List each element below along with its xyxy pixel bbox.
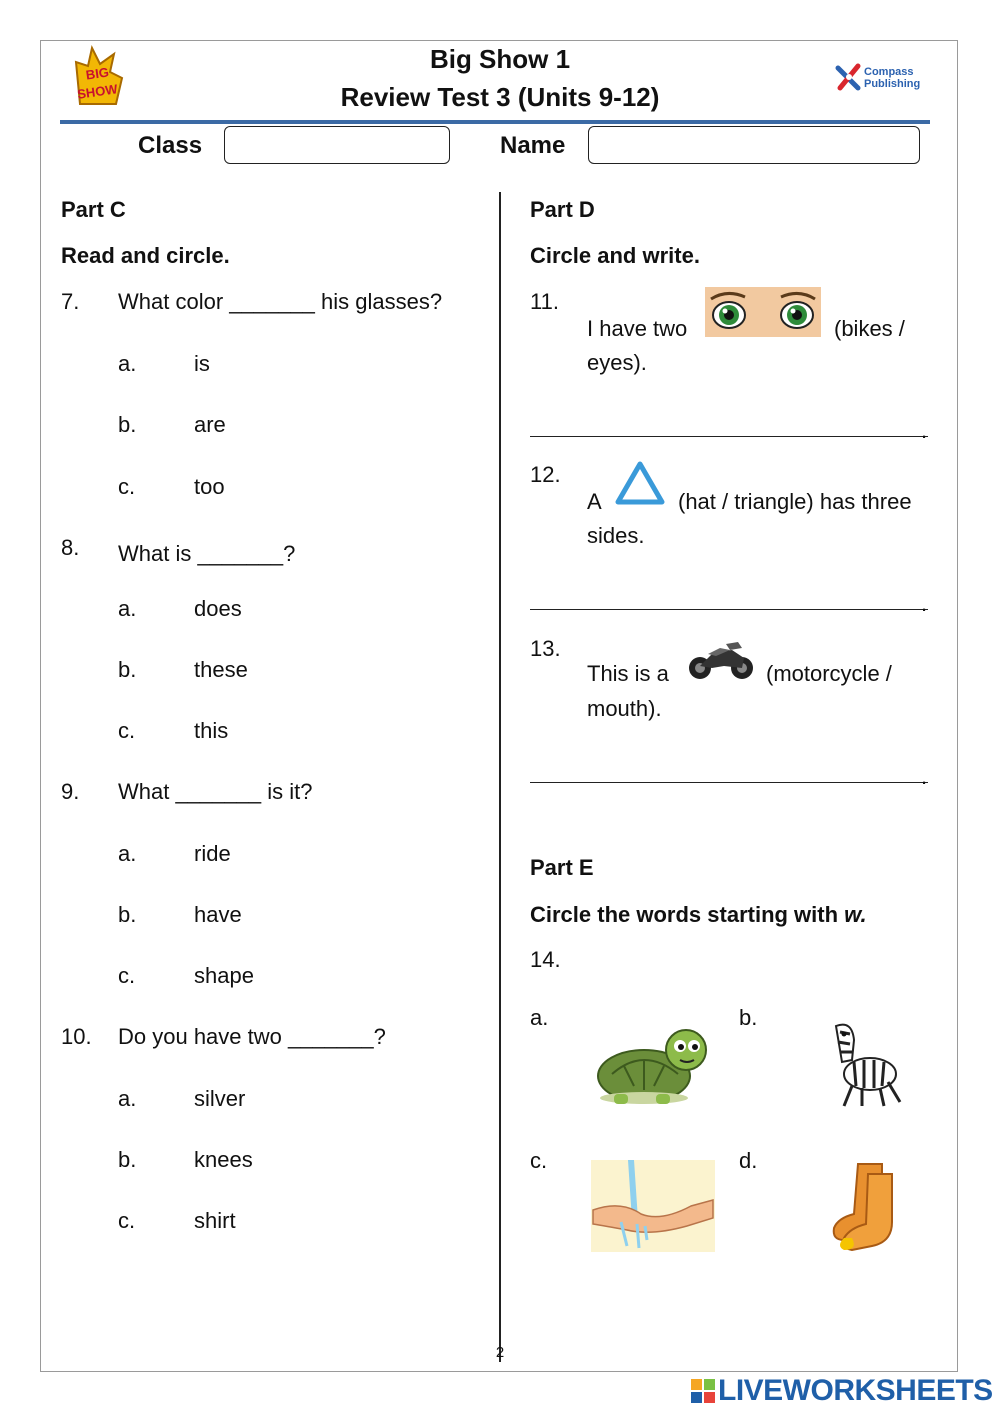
answer-choices[interactable]: (bikes / <box>834 316 905 341</box>
option-text[interactable]: these <box>194 657 248 682</box>
liveworksheets-text: LIVEWORKSHEETS <box>718 1374 993 1407</box>
option-text[interactable]: shape <box>194 963 254 988</box>
answer-choices-cont[interactable]: eyes). <box>587 350 647 375</box>
header-divider <box>60 120 930 124</box>
class-input[interactable] <box>224 126 450 164</box>
option-letter: a. <box>118 596 137 621</box>
option-letter: c. <box>118 718 136 743</box>
option-letter: b. <box>118 1147 137 1172</box>
turtle-icon[interactable] <box>594 1016 714 1108</box>
option-text[interactable]: is <box>194 351 210 376</box>
option-text[interactable]: does <box>194 596 242 621</box>
answer-line[interactable] <box>530 436 928 437</box>
triangle-icon <box>614 460 666 506</box>
liveworksheets-icon <box>690 1378 716 1404</box>
answer-period: . <box>921 764 928 789</box>
column-divider <box>499 192 501 1362</box>
name-label: Name <box>500 132 566 159</box>
question-number: 7. <box>61 289 80 314</box>
answer-choices-cont[interactable]: mouth). <box>587 696 662 721</box>
part-d-instruction: Circle and write. <box>530 243 700 268</box>
option-text[interactable]: silver <box>194 1086 246 1111</box>
option-text[interactable]: have <box>194 902 242 927</box>
option-text[interactable]: too <box>194 474 225 499</box>
option-text[interactable]: shirt <box>194 1208 236 1233</box>
question-number: 11. <box>530 289 559 314</box>
compass-logo-line2: Publishing <box>864 78 921 90</box>
compass-logo-line1: Compass <box>864 66 914 78</box>
socks-icon[interactable] <box>824 1160 908 1254</box>
option-letter: b. <box>118 412 137 437</box>
answer-choices[interactable]: (motorcycle / <box>766 661 892 686</box>
answer-line[interactable] <box>530 609 928 610</box>
answer-line[interactable] <box>530 782 928 783</box>
item-letter: c. <box>530 1148 548 1173</box>
motorcycle-icon <box>686 636 756 682</box>
option-letter: a. <box>118 841 137 866</box>
option-letter: c. <box>118 1208 136 1233</box>
option-letter: b. <box>118 657 137 682</box>
question-text: What color _______ his glasses? <box>118 289 443 314</box>
part-e-instruction-text: Circle the words starting with <box>530 902 839 927</box>
option-letter: a. <box>118 1086 137 1111</box>
washing-hands-icon[interactable] <box>591 1160 715 1252</box>
question-text: This is a <box>587 661 669 686</box>
answer-period: . <box>921 591 928 616</box>
part-d-title: Part D <box>530 197 595 222</box>
question-text: A <box>587 489 602 514</box>
answer-period: . <box>921 418 928 443</box>
item-letter: b. <box>739 1005 758 1030</box>
question-number: 14. <box>530 947 561 972</box>
option-letter: c. <box>118 963 136 988</box>
part-e-title: Part E <box>530 855 594 880</box>
option-text[interactable]: are <box>194 412 226 437</box>
option-letter: a. <box>118 351 137 376</box>
name-input[interactable] <box>588 126 920 164</box>
option-text[interactable]: this <box>194 718 229 743</box>
item-letter: d. <box>739 1148 758 1173</box>
question-text: What _______ is it? <box>118 779 313 804</box>
page-number: 2 <box>495 1344 505 1361</box>
item-letter: a. <box>530 1005 549 1030</box>
worksheet-title: Big Show 1 <box>429 44 571 74</box>
zebra-icon[interactable] <box>822 1016 906 1110</box>
question-text: I have two <box>587 316 688 341</box>
question-text: Do you have two _______? <box>118 1024 386 1049</box>
svg-text:BIG: BIG <box>84 64 110 83</box>
svg-text:SHOW: SHOW <box>76 81 119 102</box>
question-number: 10. <box>61 1024 92 1049</box>
option-text[interactable]: knees <box>194 1147 253 1172</box>
class-label: Class <box>138 132 203 159</box>
question-number: 9. <box>61 779 80 804</box>
option-text[interactable]: ride <box>194 841 231 866</box>
eyes-icon <box>705 287 821 337</box>
part-e-instruction <box>530 902 867 928</box>
liveworksheets-brand[interactable] <box>690 1374 993 1408</box>
part-e-instruction-letter: w. <box>844 902 867 927</box>
answer-choices-cont: sides. <box>587 523 645 548</box>
part-c-instruction: Read and circle. <box>61 243 230 268</box>
answer-choices[interactable]: (hat / triangle) has three <box>678 489 912 514</box>
question-number: 8. <box>61 535 80 560</box>
part-c-title: Part C <box>61 197 126 222</box>
option-letter: b. <box>118 902 137 927</box>
question-text: What is _______? <box>118 541 296 566</box>
question-number: 13. <box>530 636 561 661</box>
question-number: 12. <box>530 462 561 487</box>
option-letter: c. <box>118 474 136 499</box>
worksheet-subtitle: Review Test 3 (Units 9-12) <box>340 82 660 112</box>
